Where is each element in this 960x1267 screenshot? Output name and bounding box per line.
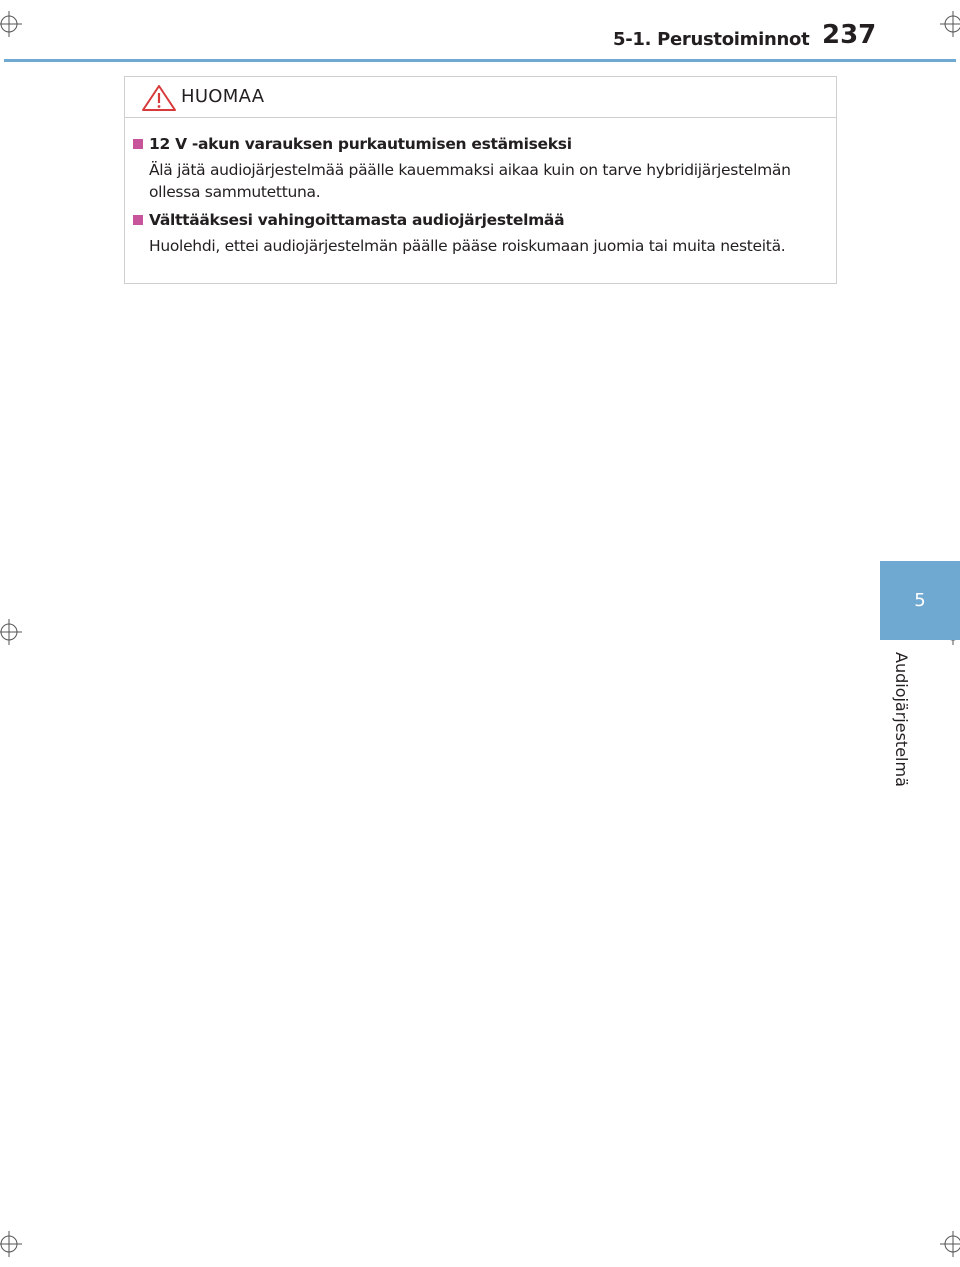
crop-mark-icon — [940, 11, 960, 37]
chapter-number: 5 — [914, 590, 926, 611]
section-title: 5-1. Perustoiminnot — [613, 29, 810, 50]
item-heading — [133, 211, 824, 229]
chapter-label: Audiojärjestelmä — [892, 652, 911, 787]
header-divider — [4, 59, 956, 62]
warning-triangle-icon — [141, 84, 177, 112]
bullet-square-icon — [133, 215, 143, 225]
notice-item — [133, 211, 824, 257]
notice-title: HUOMAA — [181, 86, 265, 107]
item-heading — [133, 135, 824, 153]
crop-mark-icon — [0, 619, 22, 645]
item-heading-text: Välttääksesi vahingoittamasta audiojärjestelmää — [149, 211, 565, 229]
crop-mark-icon — [940, 1231, 960, 1257]
item-body: Huolehdi, ettei audiojärjestelmän päälle pääse roiskumaan juomia tai muita nesteitä. — [149, 237, 786, 255]
item-heading-text: 12 V -akun varauksen purkautumisen estämiseksi — [149, 135, 572, 153]
item-body: Älä jätä audiojärjestelmää päälle kauemmaksi aikaa kuin on tarve hybridijärjestelmän ollessa sammutettuna. — [149, 161, 791, 201]
notice-item — [133, 135, 824, 203]
crop-mark-icon — [0, 1231, 22, 1257]
page-number: 237 — [822, 20, 877, 50]
chapter-tab — [880, 561, 960, 640]
bullet-square-icon — [133, 139, 143, 149]
crop-mark-icon — [0, 11, 22, 37]
notice-box — [124, 76, 837, 284]
notice-header — [125, 77, 836, 118]
